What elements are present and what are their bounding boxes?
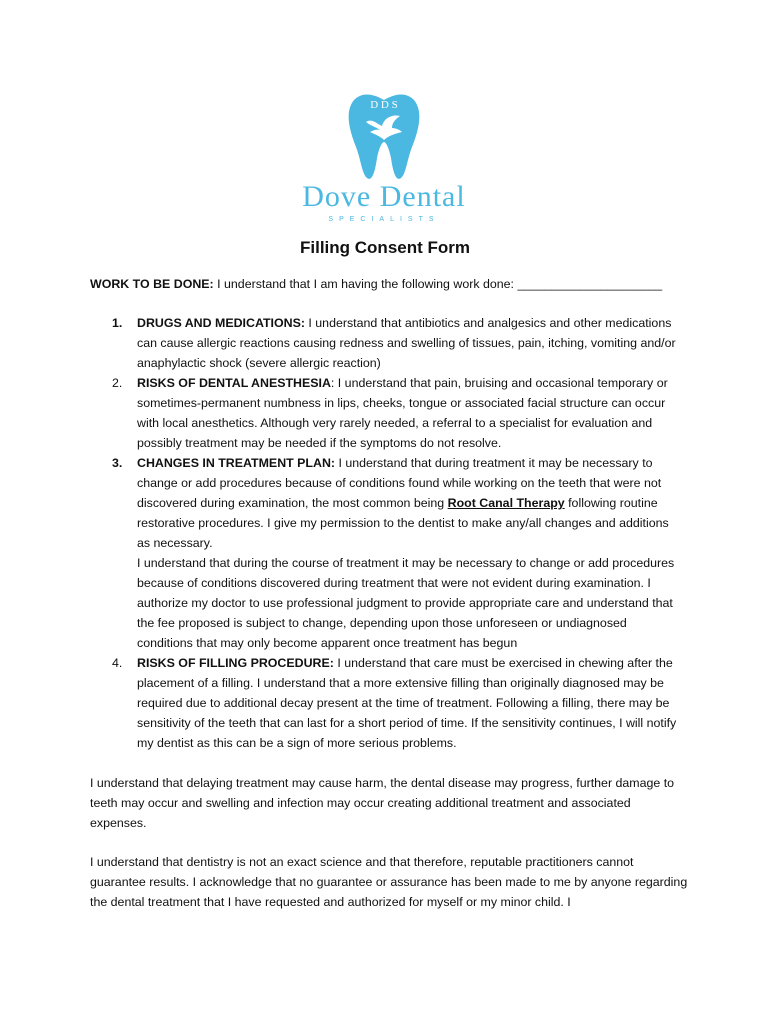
work-label: WORK TO BE DONE: <box>90 277 214 291</box>
item-number: 3. <box>112 456 123 470</box>
item-heading: CHANGES IN TREATMENT PLAN: <box>137 456 336 470</box>
item-number: 4. <box>112 656 123 670</box>
item-text: following routine restorative procedures. I give my permission to the dentist to make any/all changes and additions as necessary. <box>137 496 669 550</box>
brand-subtitle: SPECIALISTS <box>328 216 440 223</box>
item-text: I understand that antibiotics and analgesics and other medications can cause allergic reactions causing redness and swelling of tissues, pain, itching, vomiting and/or anaphylactic shock (severe allergic reaction) <box>137 316 676 370</box>
list-item-drugs <box>90 313 680 373</box>
list-item-filling-risks <box>90 653 680 753</box>
item-text: I understand that care must be exercised in chewing after the placement of a filling. I understand that a more extensive filling than originally diagnosed may be required due to additional decay present at the time of treatment. Following a filling, there may be sensitivity of the teeth that can last for a short period of time. If the sensitivity continues, I will notify my dentist as this can be a sign of more serious problems. <box>137 656 677 750</box>
root-canal-link: Root Canal Therapy <box>447 496 565 510</box>
list-item-anesthesia <box>90 373 680 453</box>
item-number: 2. <box>112 376 123 390</box>
delay-treatment-paragraph: I understand that delaying treatment may cause harm, the dental disease may progress, further damage to teeth may occur and swelling and infection may occur creating additional treatment and associated expenses. <box>90 776 675 830</box>
item-text: : I understand that pain, bruising and occasional temporary or sometimes-permanent numbness in lips, cheeks, tongue or associated facial structure can occur with local anesthetics. Although very rarely needed, a referral to a specialist for evaluation and possibly treatment may be needed if the symptoms do not resolve. <box>137 376 668 450</box>
dove-dental-logo <box>268 92 500 232</box>
tooth-dove-icon <box>344 92 424 182</box>
consent-list <box>90 313 680 753</box>
list-item-treatment-plan <box>90 453 680 553</box>
form-title: Filling Consent Form <box>300 238 470 257</box>
no-guarantee-paragraph: I understand that dentistry is not an exact science and that therefore, reputable practitioners cannot guarantee results. I acknowledge that no guarantee or assurance has been made to me by anyone regarding the dental treatment that I have requested and authorized for myself or my minor child. I <box>90 855 688 909</box>
work-text: I understand that I am having the following work done: _____________________ <box>213 277 663 291</box>
work-to-be-done-line <box>90 274 690 294</box>
dds-text: D D S <box>370 99 398 111</box>
item-heading: DRUGS AND MEDICATIONS: <box>137 316 305 330</box>
item-number: 1. <box>112 316 123 330</box>
brand-name: Dove Dental <box>302 180 466 213</box>
item-text: I understand that during treatment it may be necessary to change or add procedures because of conditions found while working on the teeth that were not discovered during examination, the most common being <box>137 456 662 510</box>
item-heading: RISKS OF DENTAL ANESTHESIA <box>137 376 331 390</box>
item-heading: RISKS OF FILLING PROCEDURE: <box>137 656 334 670</box>
treatment-plan-extra-paragraph: I understand that during the course of treatment it may be necessary to change or add procedures because of conditions discovered during treatment that were not evident during examination. I authorize my doctor to use professional judgment to provide appropriate care and understand that the fee proposed is subject to change, depending upon those unforeseen or undiagnosed conditions that may only become apparent once treatment has begun <box>137 556 675 650</box>
